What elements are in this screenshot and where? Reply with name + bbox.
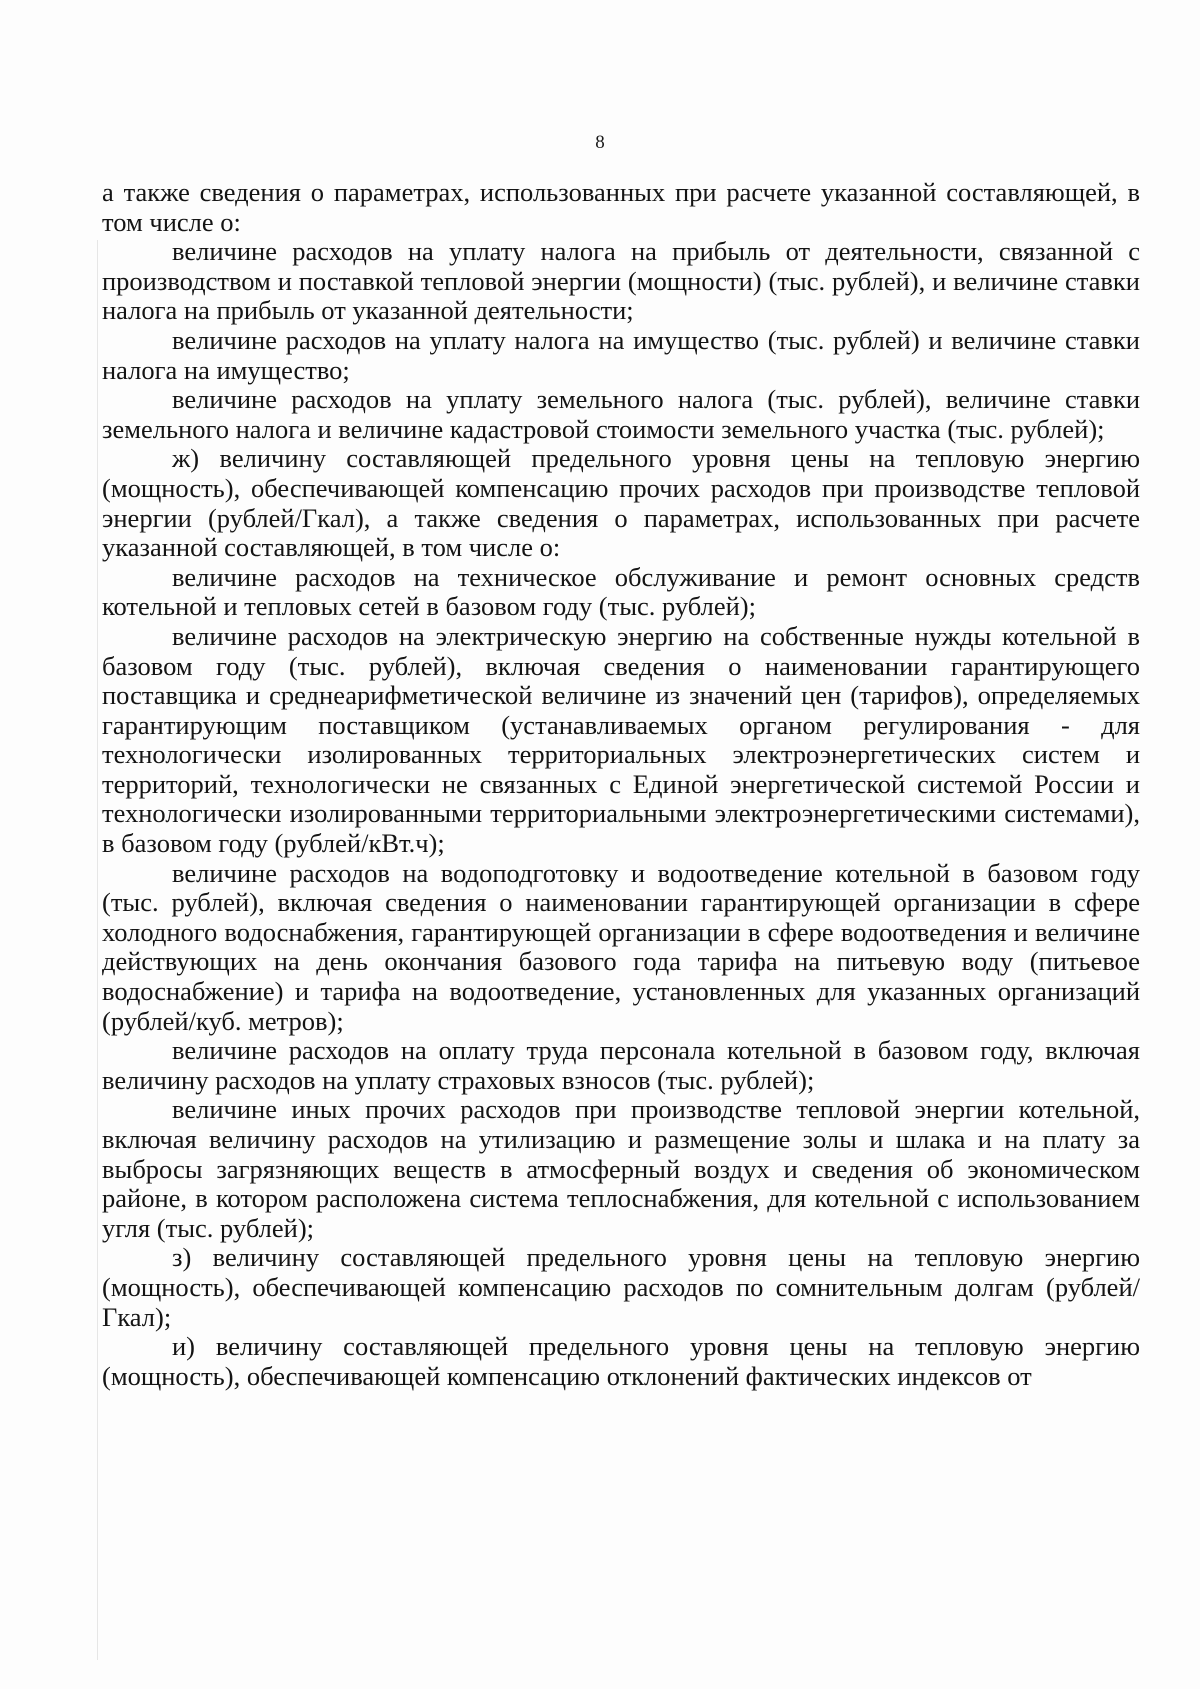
page-number: 8 — [595, 132, 605, 153]
paragraph-maintenance: величине расходов на техническое обслуживание и ремонт основных средств котельной и тепловых сетей в базовом году (тыс. рублей); — [102, 561, 1140, 622]
paragraph-electric-energy: величине расходов на электрическую энергию на собственные нужды котельной в базовом году (тыс. рублей), включая сведения о наименовании гарантирующего поставщика и среднеарифметической величине из значений цен (тарифов), определяемых гарантирующим поставщиком (устанавливаемых органом регулирования - для технологически изолированных территориальных электроэнергетических систем и территорий, технологически не связанных с Единой энергетической системой России и технологически изолированными территориальными электроэнергетическими системами), в базовом году (рублей/кВт.ч); — [102, 620, 1140, 859]
paragraph-item-i: и) величину составляющей предельного уровня цены на тепловую энергию (мощность), обеспечивающей компенсацию отклонений фактических индексов от — [102, 1331, 1140, 1391]
paragraph-property-tax: величине расходов на уплату налога на имущество (тыс. рублей) и величине ставки налога на имущество; — [102, 324, 1140, 385]
paragraph-water: величине расходов на водоподготовку и водоотведение котельной в базовом году (тыс. рублей), включая сведения о наименовании гарантирующей организации в сфере холодного водоснабжения, гарантирующей организации в сфере водоотведения и величине действующих на день окончания базового года тарифа на питьевую воду (питьевое водоснабжение) и тарифа на водоотведение, установленных для указанных организаций (рублей/куб. метров); — [102, 857, 1140, 1036]
paragraph-profit-tax: величине расходов на уплату налога на прибыль от деятельности, связанной с производством и поставкой тепловой энергии (мощности) (тыс. рублей), и величине ставки налога на прибыль от указанной деятельности; — [102, 236, 1140, 326]
paragraph-continuation: а также сведения о параметрах, использованных при расчете указанной составляющей, в том числе о: — [102, 177, 1140, 237]
paragraph-other-expenses: величине иных прочих расходов при производстве тепловой энергии котельной, включая величину расходов на утилизацию и размещение золы и шлака и на плату за выбросы загрязняющих веществ в атмосферный воздух и сведения об экономическом районе, в котором расположена система теплоснабжения, для котельной с использованием угля (тыс. рублей); — [102, 1094, 1140, 1243]
paragraph-land-tax: величине расходов на уплату земельного налога (тыс. рублей), величине ставки земельного налога и величине кадастровой стоимости земельного участка (тыс. рублей); — [102, 384, 1140, 444]
paragraph-item-zh: ж) величину составляющей предельного уровня цены на тепловую энергию (мощность), обеспечивающей компенсацию прочих расходов при производстве тепловой энергии (рублей/Гкал), а также сведения о параметрах, использованных при расчете указанной составляющей, в том числе о: — [102, 443, 1140, 563]
document-body — [102, 178, 1140, 1391]
paragraph-item-z: з) величину составляющей предельного уровня цены на тепловую энергию (мощность), обеспечивающей компенсацию расходов по сомнительным долгам (рублей/Гкал); — [102, 1242, 1140, 1332]
paragraph-labor: величине расходов на оплату труда персонала котельной в базовом году, включая величину расходов на уплату страховых взносов (тыс. рублей); — [102, 1035, 1140, 1095]
scan-margin-line — [97, 240, 98, 1660]
